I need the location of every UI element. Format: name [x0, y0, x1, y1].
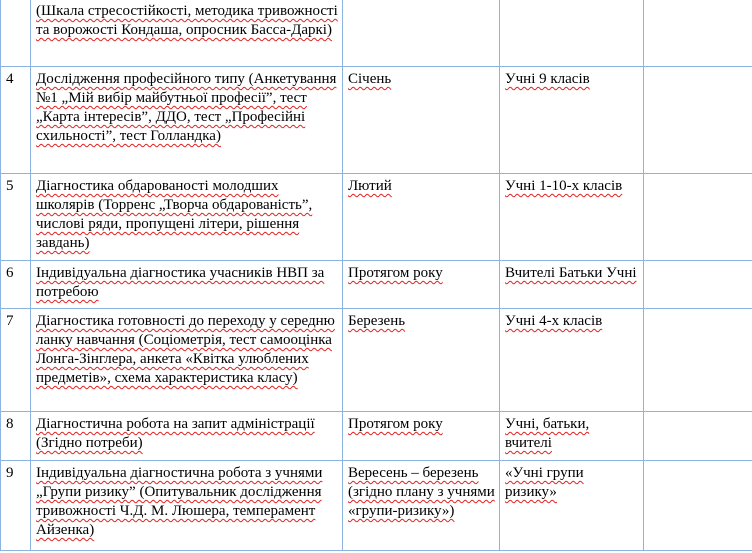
activity-cell: Діагностика обдарованості молодших школярів (Торренс „Творча обдарованість”, числові ряди, пропущені літери, рішення завдань)	[31, 174, 343, 261]
table-row	[1, 0, 752, 67]
table-row	[1, 309, 752, 412]
participants-cell: «Учні групи ризику»	[500, 461, 644, 551]
participants-cell: Вчителі Батьки Учні	[500, 261, 644, 309]
term-cell	[343, 0, 500, 67]
row-number-cell	[1, 0, 31, 67]
table-row	[1, 461, 752, 551]
participants-cell: Учні, батьки, вчителі	[500, 412, 644, 461]
row-number-cell: 6	[1, 261, 31, 309]
table-row	[1, 412, 752, 461]
row-number-cell: 7	[1, 309, 31, 412]
row-number-cell: 5	[1, 174, 31, 261]
table-row	[1, 261, 752, 309]
participants-cell: Учні 1-10-х класів	[500, 174, 644, 261]
notes-cell	[644, 0, 752, 67]
term-cell: Вересень – березень (згідно плану з учнями «групи-ризику»)	[343, 461, 500, 551]
notes-cell	[644, 67, 752, 174]
term-cell: Протягом року	[343, 261, 500, 309]
term-cell: Січень	[343, 67, 500, 174]
notes-cell	[644, 461, 752, 551]
notes-cell	[644, 309, 752, 412]
activity-cell: Дослідження професійного типу (Анкетування №1 „Мій вибір майбутньої професії”, тест „Карта інтересів”, ДДО, тест „Професійні схильності”, тест Голландка)	[31, 67, 343, 174]
notes-cell	[644, 174, 752, 261]
notes-cell	[644, 261, 752, 309]
term-cell: Лютий	[343, 174, 500, 261]
activity-cell: Діагностика готовності до переходу у середню ланку навчання (Соціометрія, тест самооцінка Лонга-Зінглера, анкета «Квітка улюблених предметів», схема характеристика класу)	[31, 309, 343, 412]
term-cell: Березень	[343, 309, 500, 412]
activity-cell: Діагностична робота на запит адміністрації (Згідно потреби)	[31, 412, 343, 461]
row-number-cell: 9	[1, 461, 31, 551]
activity-cell: Індивідуальна діагностична робота з учнями „Групи ризику” (Опитувальник дослідження тривожності Ч.Д. М. Люшера, темперамент Айзенка)	[31, 461, 343, 551]
notes-cell	[644, 412, 752, 461]
activity-cell: (Шкала стресостійкості, методика тривожності та ворожості Кондаша, опросник Басса-Даркі)	[31, 0, 343, 67]
row-number-cell: 4	[1, 67, 31, 174]
table-row	[1, 67, 752, 174]
row-number-cell: 8	[1, 412, 31, 461]
table-row	[1, 174, 752, 261]
participants-cell: Учні 9 класів	[500, 67, 644, 174]
participants-cell	[500, 0, 644, 67]
term-cell: Протягом року	[343, 412, 500, 461]
participants-cell: Учні 4-х класів	[500, 309, 644, 412]
activity-cell: Індивідуальна діагностика учасників НВП за потребою	[31, 261, 343, 309]
